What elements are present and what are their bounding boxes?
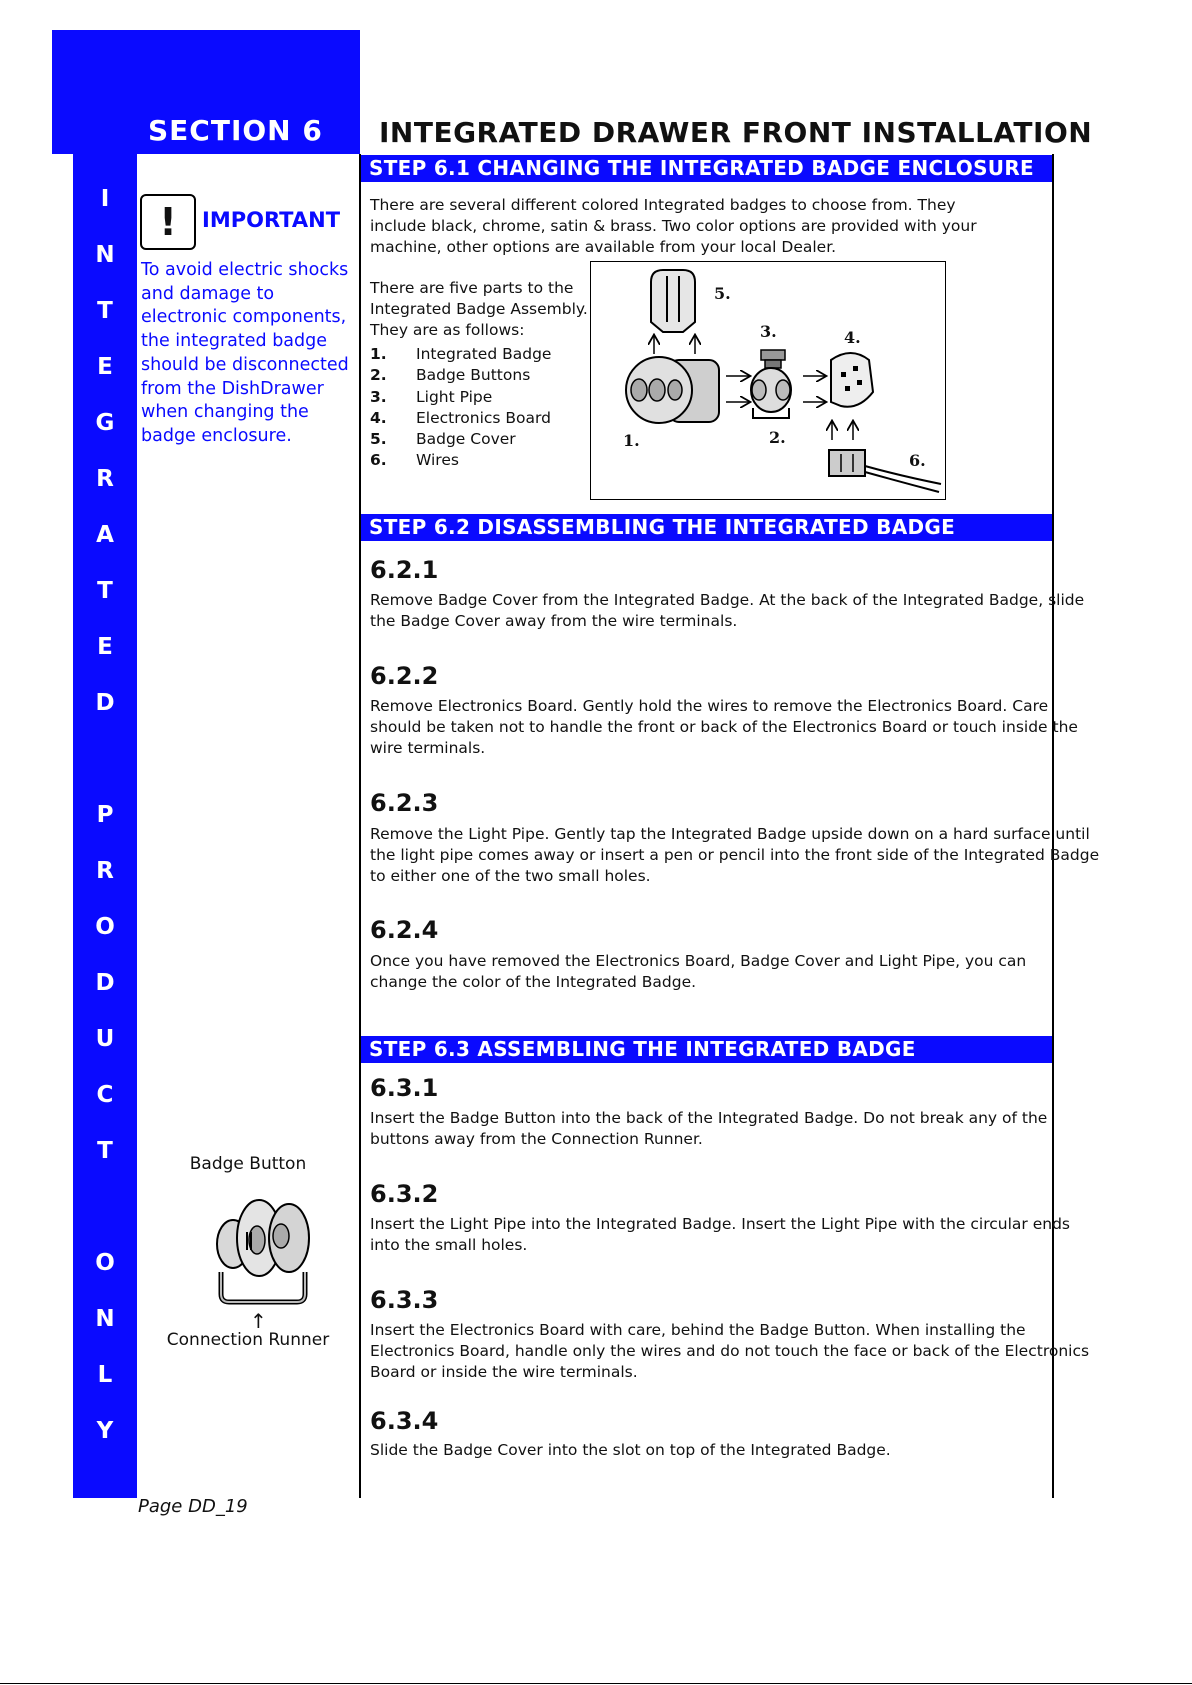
part-number: 2.: [370, 366, 387, 385]
part-number: 5.: [370, 430, 387, 449]
subsection-heading: 6.2.3: [370, 789, 439, 817]
subsection-heading: 6.2.1: [370, 556, 439, 584]
parts-intro-line: There are five parts to the: [370, 279, 574, 297]
text-line: Board or inside the wire terminals.: [370, 1363, 638, 1381]
parts-intro: [370, 278, 590, 341]
text-line: the Badge Cover away from the wire terminals.: [370, 612, 738, 630]
vertical-letter: T: [97, 578, 113, 604]
vertical-letter: T: [97, 1138, 113, 1164]
vertical-letter: N: [95, 1306, 115, 1332]
subsection-heading: 6.2.4: [370, 916, 439, 944]
part-number: 1.: [370, 345, 387, 363]
vertical-letter: O: [95, 914, 115, 940]
badge-button-caption: Badge Button: [189, 1154, 307, 1174]
diagram-label-3: 3.: [760, 322, 777, 341]
important-title: IMPORTANT: [202, 208, 341, 232]
text-line: Slide the Badge Cover into the slot on top of the Integrated Badge.: [370, 1441, 891, 1459]
parts-intro-line: Integrated Badge Assembly.: [370, 300, 588, 318]
diagram-label-5: 5.: [714, 284, 731, 303]
subsection-text: [370, 696, 1078, 759]
list-item: [370, 365, 551, 386]
subsection-heading: 6.2.2: [370, 662, 439, 690]
content-frame-left: [359, 154, 361, 1498]
subsection-text: [370, 1440, 891, 1461]
list-item: [370, 344, 551, 365]
vertical-letter: A: [96, 522, 114, 548]
step-6-3-bar: STEP 6.3 ASSEMBLING THE INTEGRATED BADGE: [361, 1036, 1052, 1063]
intro-line: machine, other options are available from your local Dealer.: [370, 238, 837, 256]
subsection-heading: 6.3.3: [370, 1286, 439, 1314]
exclamation-icon: !: [159, 200, 177, 244]
part-name: Integrated Badge: [416, 345, 552, 363]
part-name: Light Pipe: [416, 387, 493, 406]
vertical-letter: E: [97, 634, 113, 660]
badge-assembly-illustration: [591, 262, 944, 498]
vertical-letter: C: [96, 1082, 114, 1108]
part-number: 4.: [370, 408, 387, 427]
part-number: 6.: [370, 451, 387, 470]
text-line: Electronics Board, handle only the wires and do not touch the face or back of the Electronics: [370, 1342, 1090, 1360]
subsection-text: [370, 1320, 1089, 1383]
intro-line: include black, chrome, satin & brass. Two color options are provided with your: [370, 217, 977, 235]
text-line: Insert the Badge Button into the back of the Integrated Badge. Do not break any of the: [370, 1109, 1048, 1127]
vertical-letter: T: [97, 298, 113, 324]
text-line: Remove Electronics Board. Gently hold the wires to remove the Electronics Board. Care: [370, 697, 1049, 715]
text-line: Remove Badge Cover from the Integrated Badge. At the back of the Integrated Badge, slide: [370, 591, 1085, 609]
vertical-letter: L: [97, 1362, 113, 1388]
vertical-letter: E: [97, 354, 113, 380]
integrated-badge-icon: [626, 357, 719, 423]
subsection-text: [370, 1214, 1070, 1256]
part-name: Electronics Board: [416, 408, 551, 427]
subsection-text: [370, 1108, 1047, 1150]
page-number: Page DD_19: [138, 1496, 248, 1517]
subsection-heading: 6.3.2: [370, 1180, 439, 1208]
text-line: Insert the Electronics Board with care, behind the Badge Button. When installing the: [370, 1321, 1026, 1339]
page-title: INTEGRATED DRAWER FRONT INSTALLATION: [379, 116, 1093, 149]
bottom-rule: [0, 1683, 1192, 1684]
diagram-label-2: 2.: [769, 428, 786, 447]
subsection-text: [370, 951, 1026, 993]
vertical-letter: D: [95, 690, 115, 716]
vertical-letter: R: [96, 466, 114, 492]
electronics-board-icon: [831, 353, 873, 407]
subsection-text: [370, 590, 1084, 632]
vertical-letter: U: [95, 1026, 115, 1052]
vertical-letter: I: [100, 186, 110, 212]
part-number: 3.: [370, 387, 387, 406]
subsection-heading: 6.3.1: [370, 1074, 439, 1102]
important-text: To avoid electric shocks and damage to electronic components, the integrated badge should be disconnected from the DishDrawer when changing the badge enclosure.: [141, 260, 349, 446]
subsection-heading: 6.3.4: [370, 1407, 439, 1435]
text-line: to either one of the two small holes.: [370, 867, 651, 885]
vertical-letter: Y: [96, 1418, 114, 1444]
connection-runner-caption: Connection Runner: [166, 1330, 330, 1350]
step-6-1-intro: [370, 195, 977, 258]
section-label: SECTION 6: [148, 114, 323, 147]
intro-line: There are several different colored Integrated badges to choose from. They: [370, 196, 956, 214]
warning-icon: [140, 194, 196, 250]
parts-intro-line: They are as follows:: [370, 321, 525, 339]
part-name: Badge Buttons: [416, 366, 531, 385]
list-item: [370, 408, 551, 429]
badge-buttons-icon: [751, 368, 791, 418]
text-line: Once you have removed the Electronics Board, Badge Cover and Light Pipe, you can: [370, 952, 1027, 970]
text-line: should be taken not to handle the front or back of the Electronics Board or touch inside the: [370, 718, 1078, 736]
part-name: Badge Cover: [416, 430, 516, 449]
text-line: buttons away from the Connection Runner.: [370, 1130, 703, 1148]
vertical-letter: O: [95, 1250, 115, 1276]
step-6-2-bar: STEP 6.2 DISASSEMBLING THE INTEGRATED BADGE: [361, 514, 1052, 541]
diagram-label-1: 1.: [623, 431, 640, 450]
text-line: change the color of the Integrated Badge.: [370, 973, 697, 991]
badge-assembly-diagram: [590, 261, 946, 500]
badge-button-icon: [207, 1192, 319, 1308]
subsection-text: [370, 824, 1099, 887]
text-line: the light pipe comes away or insert a pen or pencil into the front side of the Integrated Badge: [370, 846, 1100, 864]
vertical-letter: D: [95, 970, 115, 996]
vertical-letter: G: [95, 410, 115, 436]
list-item: [370, 450, 551, 471]
vertical-letter: N: [95, 242, 115, 268]
parts-list: [370, 344, 551, 472]
text-line: wire terminals.: [370, 739, 486, 757]
badge-cover-icon: [651, 270, 695, 332]
vertical-letter: R: [96, 858, 114, 884]
text-line: into the small holes.: [370, 1236, 528, 1254]
text-line: Remove the Light Pipe. Gently tap the Integrated Badge upside down on a hard surface until: [370, 825, 1090, 843]
list-item: [370, 387, 551, 408]
diagram-label-6: 6.: [909, 451, 926, 470]
text-line: Insert the Light Pipe into the Integrated Badge. Insert the Light Pipe with the circular ends: [370, 1215, 1070, 1233]
vertical-letter: P: [96, 802, 114, 828]
arrow-up-icon: ↑: [250, 1309, 267, 1333]
step-6-1-bar: STEP 6.1 CHANGING THE INTEGRATED BADGE ENCLOSURE: [361, 155, 1052, 182]
light-pipe-icon: [761, 350, 785, 368]
diagram-label-4: 4.: [844, 328, 861, 347]
part-name: Wires: [416, 451, 459, 470]
list-item: [370, 429, 551, 450]
